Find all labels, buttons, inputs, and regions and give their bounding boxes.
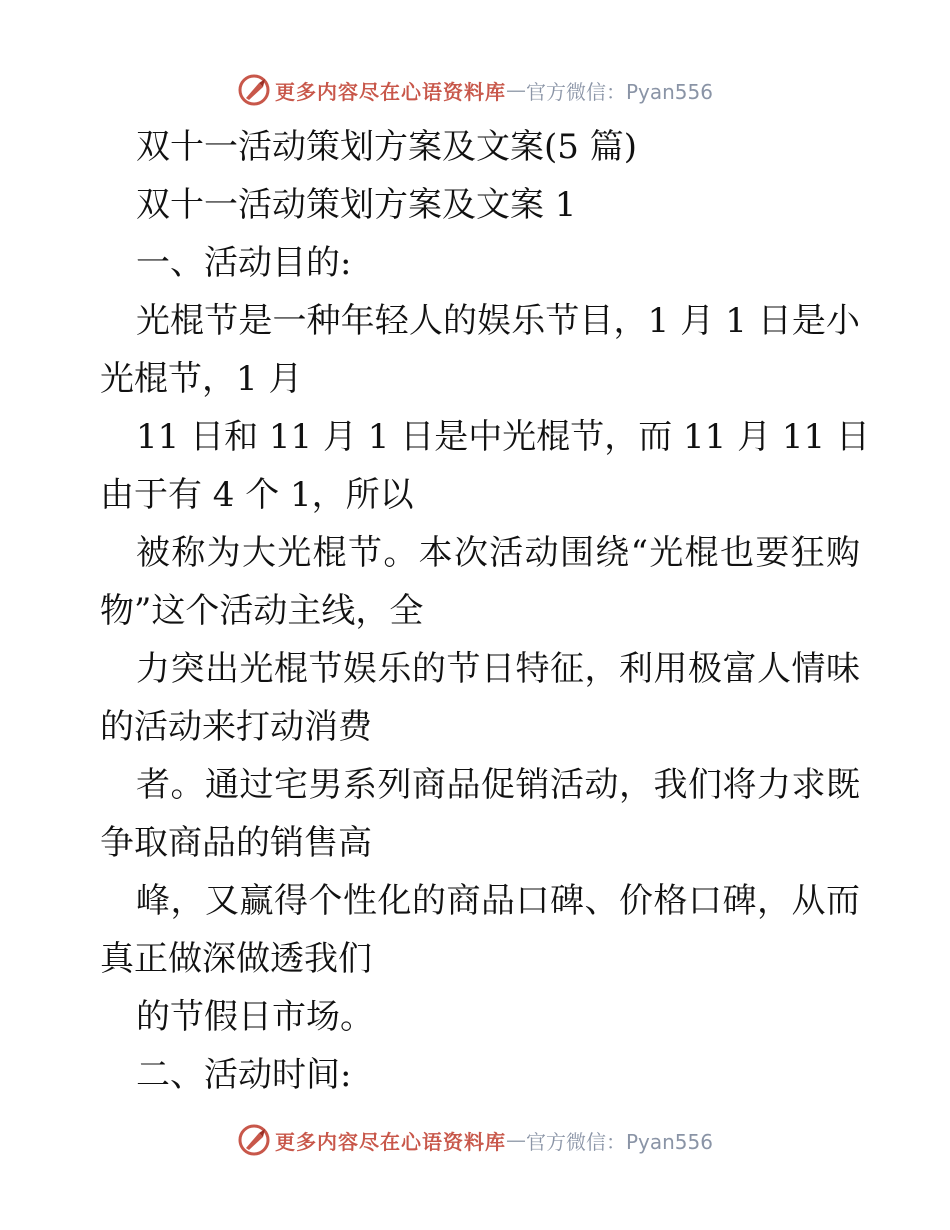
paragraph-line: 争取商品的销售高 (100, 823, 372, 863)
paragraph-line: 由于有 4 个 1，所以 (100, 475, 414, 515)
subsection-heading: 二、活动时间: (136, 1055, 352, 1095)
subsection-heading: 一、活动目的: (136, 243, 352, 283)
paragraph-line: 的活动来打动消费 (100, 707, 372, 747)
footer-watermark (0, 1120, 950, 1160)
quill-pen-logo-icon (237, 73, 271, 107)
document-title: 双十一活动策划方案及文案(5 篇) (136, 127, 637, 167)
watermark-brand: 更多内容尽在心语资料库 (274, 1129, 506, 1154)
watermark-dash: — (505, 78, 526, 102)
header-watermark (0, 70, 950, 110)
paragraph-line: 物”这个活动主线，全 (100, 591, 424, 631)
paragraph-line: 峰，又赢得个性化的商品口碑、价格口碑，从而 (136, 881, 860, 921)
paragraph-line: 光棍节是一种年轻人的娱乐节目，1 月 1 日是小 (136, 301, 860, 341)
paragraph-line: 光棍节，1 月 (100, 359, 303, 399)
quill-pen-logo-icon (237, 1123, 271, 1157)
paragraph-line: 力突出光棍节娱乐的节日特征，利用极富人情味 (136, 649, 860, 689)
paragraph-line: 的节假日市场。 (136, 997, 374, 1037)
watermark-contact: 官方微信：Pyan556 (525, 79, 713, 104)
paragraph-line: 被称为大光棍节。本次活动围绕“光棍也要狂购 (136, 533, 860, 573)
paragraph-line: 真正做深做透我们 (100, 939, 372, 979)
watermark-contact: 官方微信：Pyan556 (525, 1129, 713, 1154)
document-body (100, 118, 870, 1104)
section-heading: 双十一活动策划方案及文案 1 (136, 185, 577, 225)
paragraph-line: 11 日和 11 月 1 日是中光棍节，而 11 月 11 日 (136, 417, 870, 457)
paragraph-line: 者。通过宅男系列商品促销活动，我们将力求既 (136, 765, 860, 805)
watermark-brand: 更多内容尽在心语资料库 (274, 79, 506, 104)
watermark-dash: — (505, 1128, 526, 1152)
